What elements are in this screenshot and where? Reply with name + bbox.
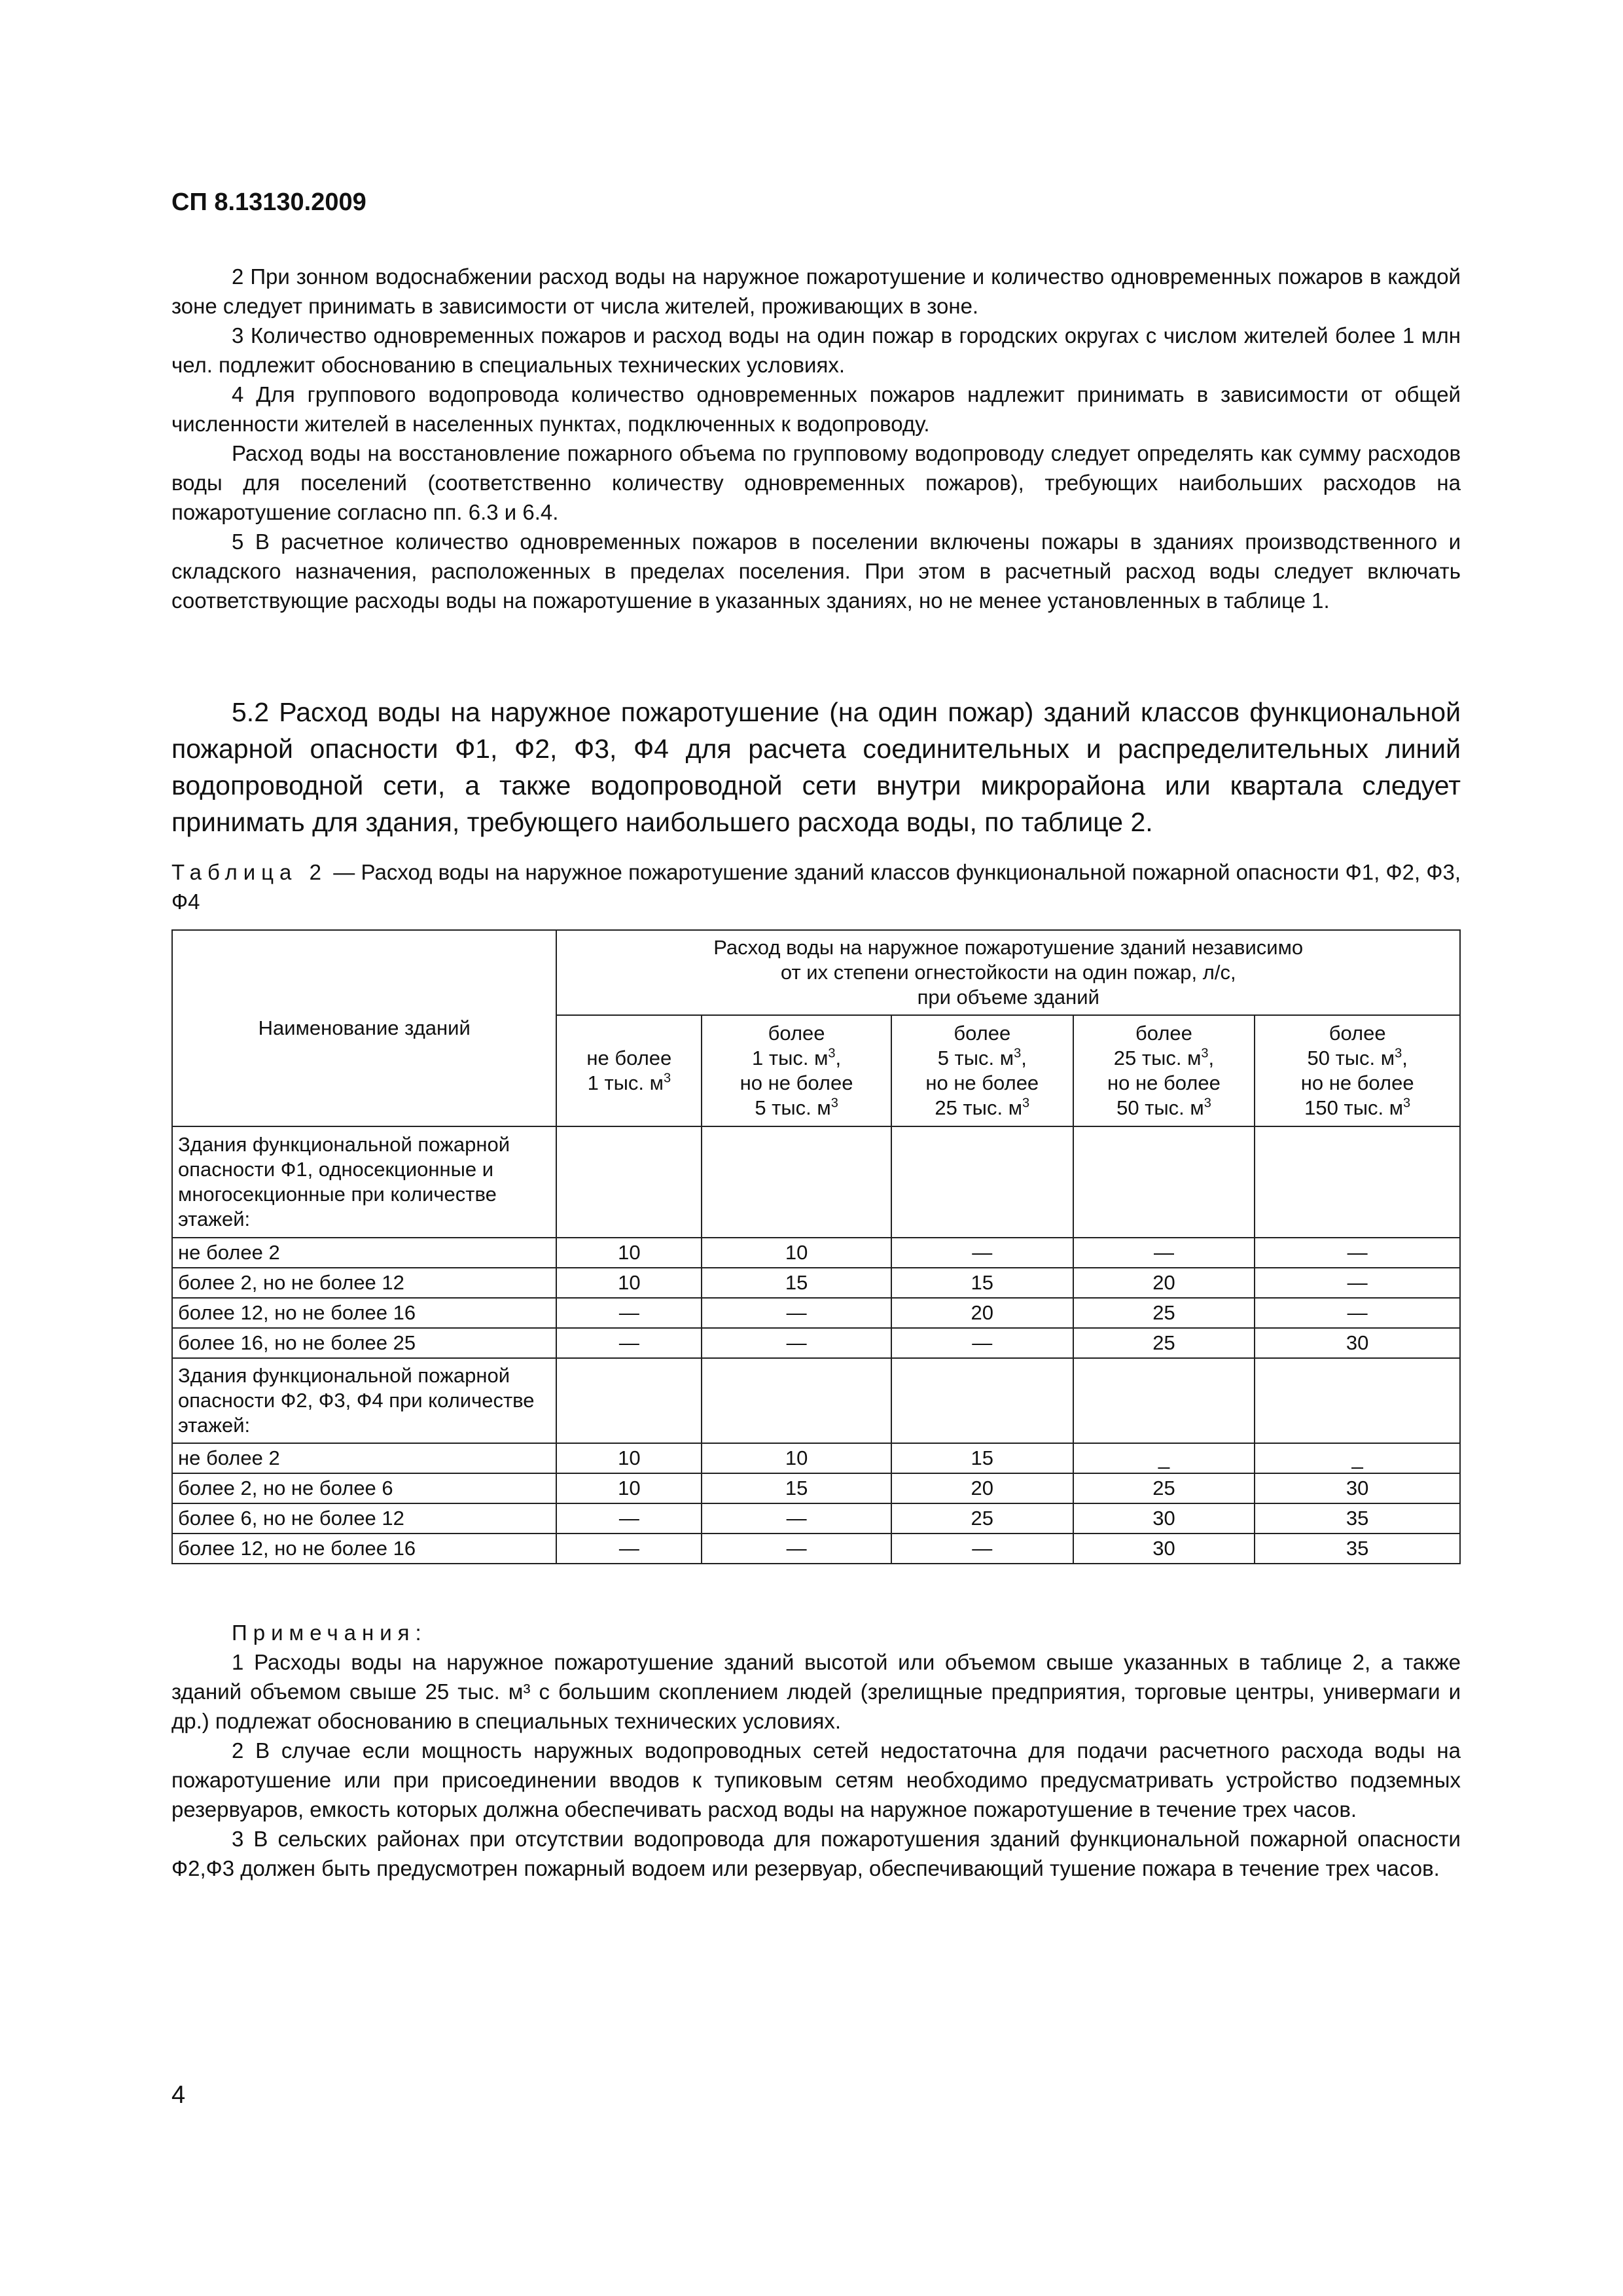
unit-sup: 3 — [1201, 1046, 1209, 1061]
table-row — [172, 1298, 1460, 1328]
note-paragraph: Расход воды на восстановление пожарного объема по групповому водопроводу следует определять как сумму расходов воды для поселений (соответственно количеству одновременных пожаров), требующих наибольших расходов на пожаротушение согласно пп. 6.3 и 6.4. — [171, 441, 1461, 524]
cell-value: — — [891, 1238, 1073, 1268]
table-caption-label: Таблица 2 — [171, 860, 328, 884]
cell-value: 30 — [1255, 1328, 1460, 1358]
unit-sup: 3 — [1395, 1046, 1402, 1061]
note-paragraph: 2 При зонном водоснабжении расход воды на наружное пожаротушение и количество одновременных пожаров в каждой зоне следует принимать в зависимости от числа жителей, проживающих в зоне. — [171, 264, 1461, 318]
table-row — [172, 1443, 1460, 1473]
table-group-row — [172, 1358, 1460, 1443]
note-paragraph: 2 В случае если мощность наружных водопроводных сетей недостаточна для подачи расчетного расхода воды на пожаротушение или при присоединении вводов к тупиковым сетям необходимо предусматривать устройство подземных резервуаров, емкость которых должна обеспечивать расход воды на наружное пожаротушение в течение трех часов. — [171, 1738, 1461, 1821]
comma: , — [1208, 1047, 1215, 1069]
notes-top — [171, 262, 1461, 615]
cell-value: — — [556, 1503, 702, 1534]
table-row — [172, 1238, 1460, 1268]
header-line: более — [768, 1022, 825, 1045]
header-volume-2 — [702, 1015, 891, 1126]
table-row — [172, 1534, 1460, 1564]
table-caption — [171, 857, 1461, 916]
cell-value: — — [1255, 1268, 1460, 1298]
header-line-text: 1 тыс. м — [587, 1071, 664, 1094]
cell-value: 35 — [1255, 1503, 1460, 1534]
cell-value: — — [891, 1328, 1073, 1358]
header-volume-1 — [556, 1015, 702, 1126]
cell-value: 25 — [1073, 1473, 1255, 1503]
header-line-text: 1 тыс. м — [752, 1047, 829, 1069]
section-5-2 — [171, 694, 1461, 840]
row-name: более 6, но не более 12 — [172, 1503, 556, 1534]
unit-sup: 3 — [828, 1046, 836, 1061]
row-name: более 12, но не более 16 — [172, 1298, 556, 1328]
cell-value: 10 — [556, 1473, 702, 1503]
table-2 — [171, 929, 1461, 1564]
cell-value: 10 — [556, 1443, 702, 1473]
notes-bottom — [171, 1618, 1461, 1883]
cell-value: 20 — [891, 1298, 1073, 1328]
header-line — [707, 1046, 885, 1071]
header-line-text: 25 тыс. м — [1113, 1047, 1202, 1069]
unit-sup: 3 — [1022, 1096, 1030, 1111]
header-line: более — [1135, 1022, 1192, 1045]
header-volume-5 — [1255, 1015, 1460, 1126]
table-group-row — [172, 1126, 1460, 1238]
cell-value: 20 — [891, 1473, 1073, 1503]
header-line — [897, 1096, 1067, 1121]
table-row — [172, 1268, 1460, 1298]
header-line — [1260, 1046, 1454, 1071]
row-name: не более 2 — [172, 1443, 556, 1473]
header-line-text: 50 тыс. м — [1116, 1096, 1204, 1119]
cell-value: — — [1255, 1238, 1460, 1268]
header-line: более — [1329, 1022, 1386, 1045]
row-name: более 2, но не более 12 — [172, 1268, 556, 1298]
cell-value: 25 — [891, 1503, 1073, 1534]
header-line — [562, 1071, 696, 1096]
row-name: не более 2 — [172, 1238, 556, 1268]
cell-value: 15 — [702, 1268, 891, 1298]
unit-sup: 3 — [1204, 1096, 1211, 1111]
header-line-text: 25 тыс. м — [935, 1096, 1023, 1119]
row-name: более 16, но не более 25 — [172, 1328, 556, 1358]
note-paragraph: 3 Количество одновременных пожаров и расход воды на один пожар в городских округах с числом жителей более 1 млн чел. подлежит обоснованию в специальных технических условиях. — [171, 323, 1461, 377]
header-volume-3 — [891, 1015, 1073, 1126]
document-code: СП 8.13130.2009 — [171, 188, 366, 216]
water-flow-table — [171, 929, 1461, 1564]
cell-value: 15 — [702, 1473, 891, 1503]
header-line: но не более — [740, 1071, 853, 1094]
section-paragraph: 5.2 Расход воды на наружное пожаротушение (на один пожар) зданий классов функциональной пожарной опасности Ф1, Ф2, Ф3, Ф4 для расчета соединительных и распределительных линий водопроводной сети, а также водопроводной сети внутри микрорайона или квартала следует принимать для здания, требующего наибольшего расхода воды, по таблице 2. — [171, 697, 1461, 837]
header-group-line: от их степени огнестойкости на один пожар, л/с, — [780, 961, 1236, 984]
cell-value: — — [891, 1534, 1073, 1564]
header-line-text: 5 тыс. м — [755, 1096, 831, 1119]
row-name: более 2, но не более 6 — [172, 1473, 556, 1503]
cell-value: — — [702, 1534, 891, 1564]
cell-value: — — [1073, 1238, 1255, 1268]
cell-value: — — [556, 1328, 702, 1358]
table-row — [172, 1473, 1460, 1503]
note-paragraph: 4 Для группового водопровода количество одновременных пожаров надлежит принимать в зависимости от общей численности жителей в населенных пунктах, подключенных к водопроводу. — [171, 382, 1461, 436]
unit-sup: 3 — [1403, 1096, 1411, 1111]
cell-value: 30 — [1073, 1534, 1255, 1564]
cell-value: _ — [1073, 1443, 1255, 1473]
cell-value: 10 — [702, 1443, 891, 1473]
header-flow-group — [556, 930, 1460, 1015]
header-line — [707, 1096, 885, 1121]
comma: , — [1021, 1047, 1027, 1069]
cell-value: — — [702, 1298, 891, 1328]
cell-value: — — [556, 1298, 702, 1328]
unit-sup: 3 — [1014, 1046, 1022, 1061]
row-name: более 12, но не более 16 — [172, 1534, 556, 1564]
cell-value: 30 — [1073, 1503, 1255, 1534]
note-paragraph: 3 В сельских районах при отсутствии водопровода для пожаротушения зданий функциональной пожарной опасности Ф2,Ф3 должен быть предусмотрен пожарный водоем или резервуар, обеспечивающий тушение пожара в течение трех часов. — [171, 1827, 1461, 1880]
cell-value: _ — [1255, 1443, 1460, 1473]
note-paragraph: 5 В расчетное количество одновременных пожаров в поселении включены пожары в зданиях производственного и складского назначения, расположенных в пределах поселения. При этом в расчетный расход воды следует включать соответствующие расходы воды на пожаротушение в указанных зданиях, но не менее установленных в таблице 1. — [171, 529, 1461, 613]
unit-sup: 3 — [830, 1096, 838, 1111]
header-line-text: 5 тыс. м — [937, 1047, 1014, 1069]
header-line-text: 50 тыс. м — [1307, 1047, 1395, 1069]
header-volume-4 — [1073, 1015, 1255, 1126]
page-number: 4 — [171, 2081, 186, 2109]
cell-value: 10 — [556, 1238, 702, 1268]
cell-value: 10 — [702, 1238, 891, 1268]
header-line — [897, 1046, 1067, 1071]
table-row — [172, 1503, 1460, 1534]
header-line-text: 150 тыс. м — [1304, 1096, 1404, 1119]
cell-value: — — [1255, 1298, 1460, 1328]
header-line — [1079, 1096, 1249, 1121]
group-title: Здания функциональной пожарной опасности Ф2, Ф3, Ф4 при количестве этажей: — [172, 1358, 556, 1443]
note-paragraph: 1 Расходы воды на наружное пожаротушение зданий высотой или объемом свыше указанных в таблице 2, а также зданий объемом свыше 25 тыс. м³ с большим скоплением людей (зрелищные предприятия, торговые центры, универмаги и др.) подлежат обоснованию в специальных технических условиях. — [171, 1650, 1461, 1733]
comma: , — [835, 1047, 842, 1069]
header-line: но не более — [1107, 1071, 1221, 1094]
header-line — [1260, 1096, 1454, 1121]
cell-value: 35 — [1255, 1534, 1460, 1564]
header-line: но не более — [1300, 1071, 1414, 1094]
cell-value: 15 — [891, 1268, 1073, 1298]
header-line: не более — [586, 1047, 672, 1069]
cell-value: 25 — [1073, 1298, 1255, 1328]
cell-value: 25 — [1073, 1328, 1255, 1358]
cell-value: 20 — [1073, 1268, 1255, 1298]
header-line — [1079, 1046, 1249, 1071]
cell-value: 15 — [891, 1443, 1073, 1473]
group-title: Здания функциональной пожарной опасности Ф1, односекционные и многосекционные при количестве этажей: — [172, 1126, 556, 1238]
header-line: более — [954, 1022, 1011, 1045]
header-group-line: Расход воды на наружное пожаротушение зданий независимо — [713, 936, 1304, 959]
cell-value: 10 — [556, 1268, 702, 1298]
notes-title: Примечания: — [232, 1621, 427, 1645]
table-row — [172, 1328, 1460, 1358]
cell-value: 30 — [1255, 1473, 1460, 1503]
cell-value: — — [702, 1328, 891, 1358]
cell-value: — — [556, 1534, 702, 1564]
header-group-line: при объеме зданий — [917, 986, 1099, 1009]
table-caption-text: — Расход воды на наружное пожаротушение зданий классов функциональной пожарной опасности Ф1, Ф2, Ф3, Ф4 — [171, 860, 1461, 914]
header-line: но не более — [925, 1071, 1039, 1094]
comma: , — [1402, 1047, 1408, 1069]
header-building-name: Наименование зданий — [172, 930, 556, 1126]
unit-sup: 3 — [663, 1071, 671, 1086]
cell-value: — — [702, 1503, 891, 1534]
